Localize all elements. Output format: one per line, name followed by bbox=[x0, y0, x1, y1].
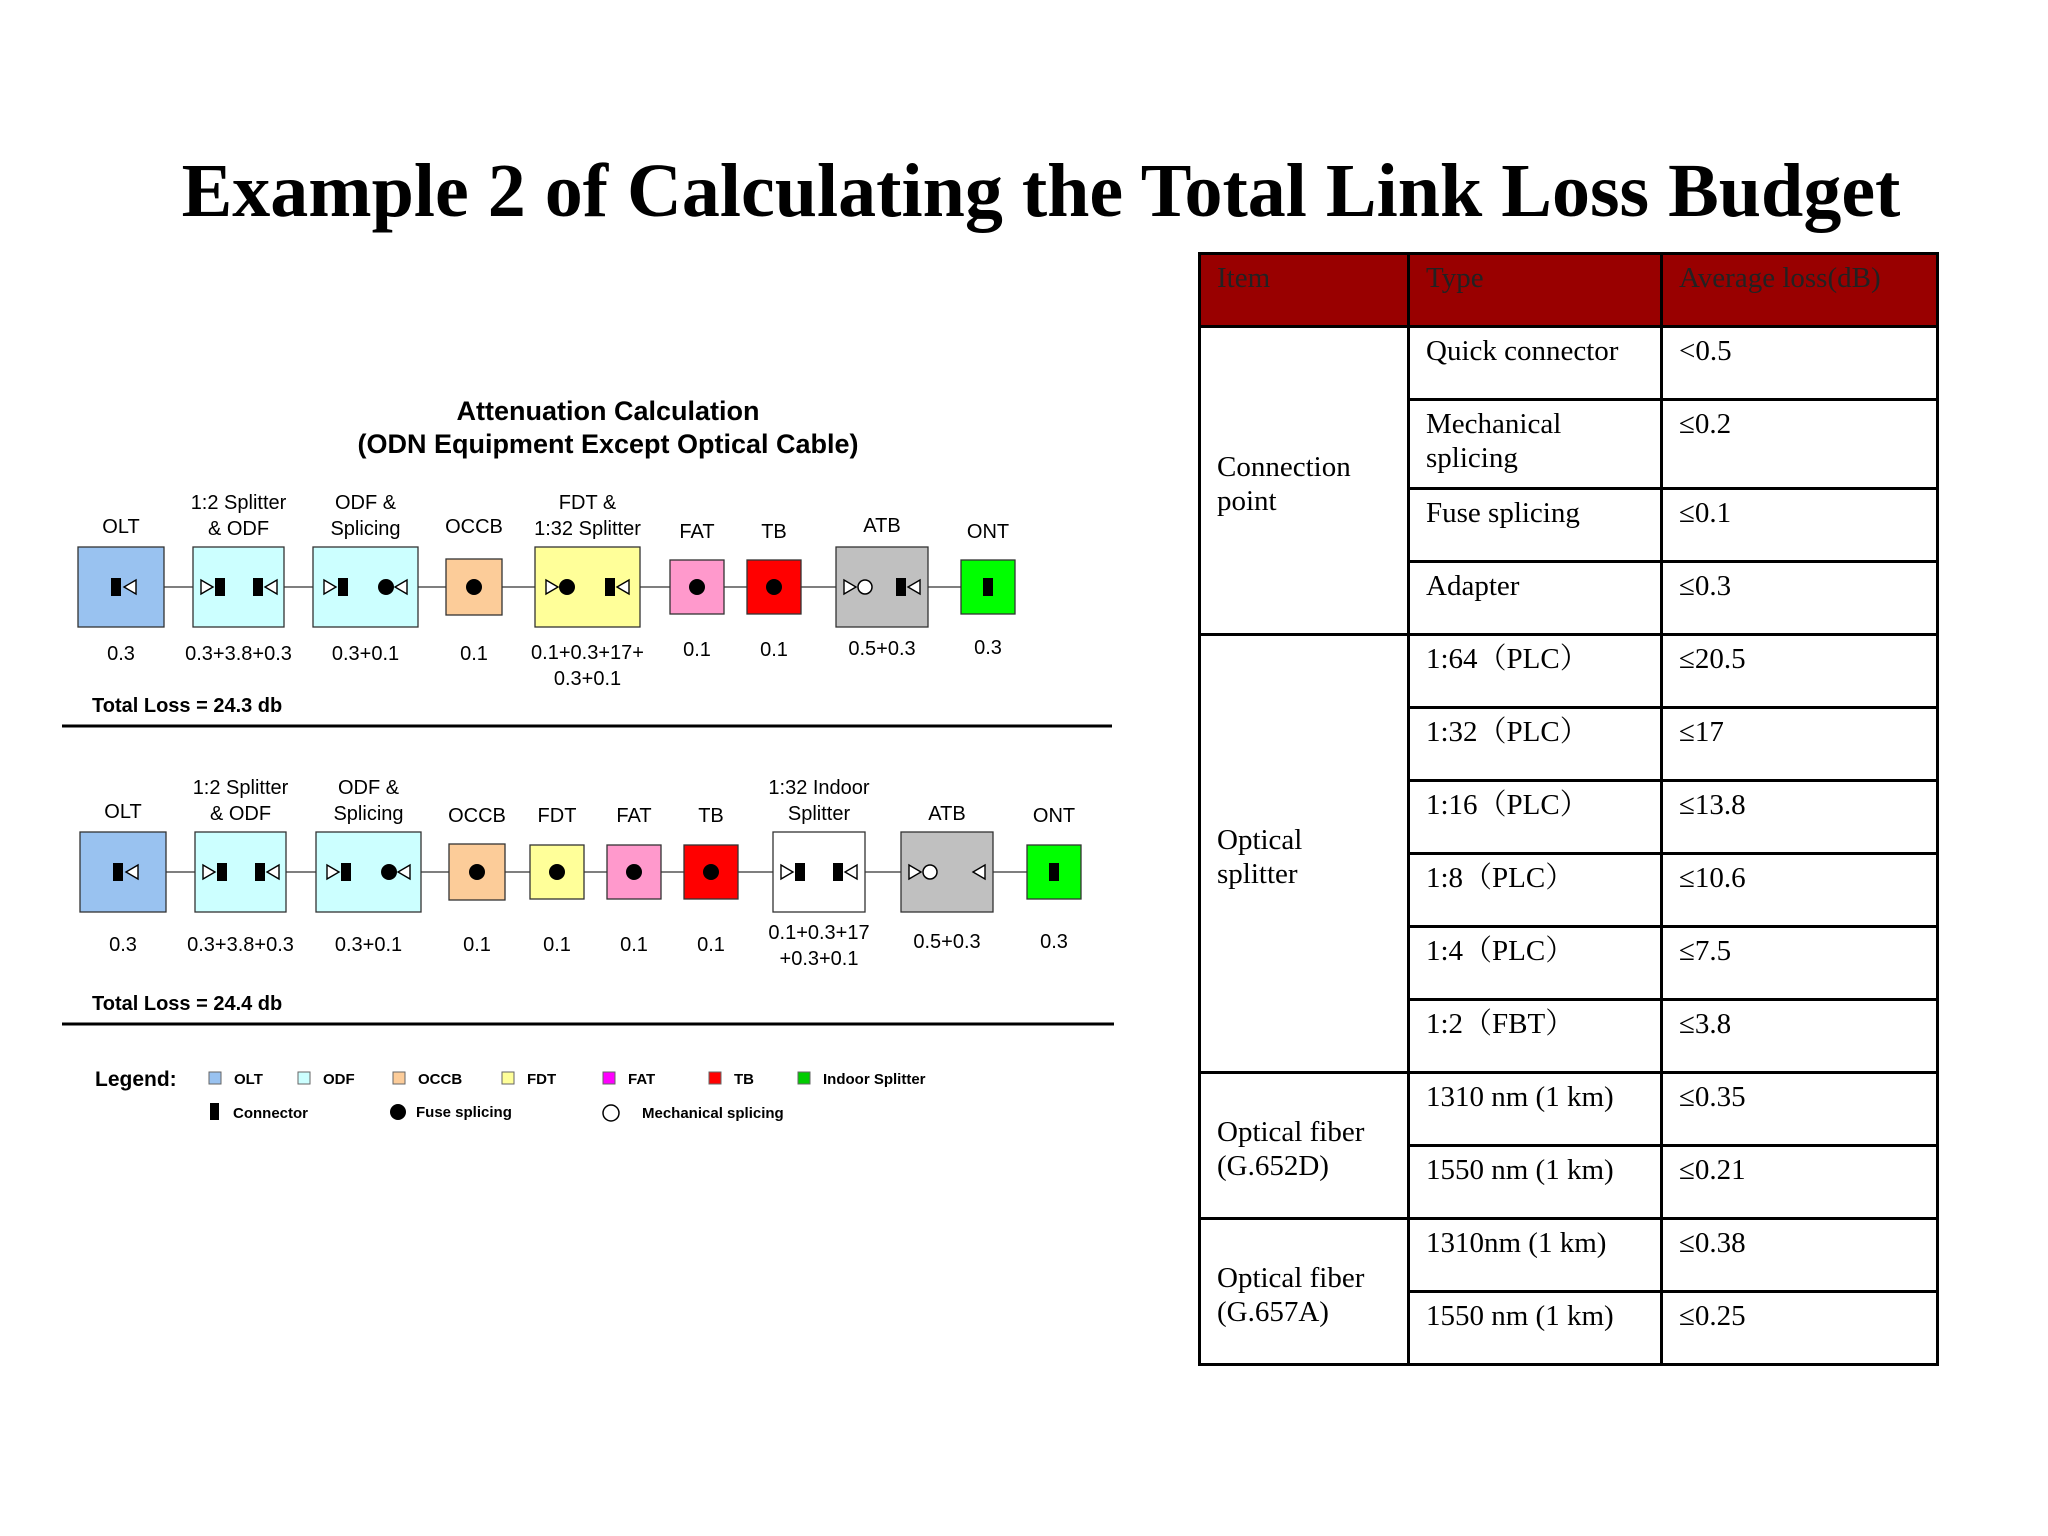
type-text: Adapter bbox=[1426, 570, 1520, 602]
legend-item: FDT bbox=[527, 1071, 557, 1088]
fuse-splicing-icon bbox=[549, 864, 565, 880]
connector-icon bbox=[833, 863, 843, 881]
type-text: Fuse splicing bbox=[1426, 497, 1580, 529]
type-cell bbox=[1409, 927, 1662, 1000]
item-text: Optical fiber bbox=[1217, 1261, 1365, 1294]
type-text: 1310 nm (1 km) bbox=[1426, 1081, 1614, 1113]
node-label: FDT & bbox=[558, 492, 617, 514]
loss-cell: ≤7.5 bbox=[1662, 927, 1938, 1000]
node-label: OCCB bbox=[448, 805, 506, 827]
legend-item: FAT bbox=[628, 1071, 656, 1088]
type-text: Quick connector bbox=[1426, 335, 1619, 367]
node-label: ATB bbox=[928, 803, 966, 825]
node-loss-value: 0.3 bbox=[974, 637, 1002, 659]
attenuation-diagram bbox=[0, 0, 1140, 1160]
legend-item: OCCB bbox=[418, 1071, 463, 1088]
loss-cell: ≤17 bbox=[1662, 708, 1938, 781]
node-label: 1:32 Indoor bbox=[768, 777, 870, 799]
table-row bbox=[1200, 1073, 1938, 1146]
node-loss-value: 0.1 bbox=[697, 934, 725, 956]
fuse-splicing-icon bbox=[381, 864, 397, 880]
fuse-splicing-icon bbox=[378, 579, 394, 595]
legend-swatch bbox=[393, 1072, 405, 1084]
type-text: 1:2（FBT） bbox=[1426, 1008, 1575, 1040]
node-loss-value: 0.5+0.3 bbox=[848, 638, 916, 660]
type-text: 1:8（PLC） bbox=[1426, 862, 1575, 894]
item-cell bbox=[1200, 1073, 1409, 1219]
type-text: 1:16（PLC） bbox=[1426, 789, 1589, 821]
type-cell bbox=[1409, 489, 1662, 562]
connector-icon bbox=[795, 863, 805, 881]
item-text: (G.652D) bbox=[1217, 1149, 1329, 1182]
node-label: 1:2 Splitter bbox=[190, 492, 287, 514]
legend-swatch bbox=[798, 1072, 810, 1084]
fuse-splicing-icon bbox=[559, 579, 575, 595]
node-label: TB bbox=[698, 805, 724, 827]
node-loss-value: 0.3 bbox=[1040, 931, 1068, 953]
item-text: Optical bbox=[1217, 823, 1303, 856]
type-cell bbox=[1409, 562, 1662, 635]
total-loss: Total Loss = 24.3 db bbox=[92, 695, 283, 717]
node-label: & ODF bbox=[207, 518, 270, 540]
legend-item: ODF bbox=[323, 1071, 355, 1088]
legend-swatch bbox=[709, 1072, 721, 1084]
type-cell bbox=[1409, 400, 1662, 489]
page-title: Example 2 of Calculating the Total Link Loss Budget bbox=[181, 149, 1901, 233]
node-loss-value: 0.3+0.1 bbox=[334, 934, 403, 956]
fuse-splicing-icon bbox=[689, 579, 705, 595]
diagram-heading-sub: (ODN Equipment Except Optical Cable) bbox=[357, 429, 859, 459]
legend-swatch bbox=[209, 1072, 221, 1084]
item-text: (G.657A) bbox=[1217, 1295, 1329, 1328]
type-cell bbox=[1409, 781, 1662, 854]
type-text: Mechanical bbox=[1426, 408, 1562, 440]
legend-fuse-icon bbox=[390, 1104, 406, 1120]
type-cell bbox=[1409, 708, 1662, 781]
node-label: & ODF bbox=[209, 803, 272, 825]
legend-symbol-label: Connector bbox=[233, 1105, 308, 1122]
loss-cell: ≤10.6 bbox=[1662, 854, 1938, 927]
fuse-splicing-icon bbox=[626, 864, 642, 880]
legend-mechanical-icon bbox=[603, 1105, 619, 1121]
node-label: OLT bbox=[102, 516, 140, 538]
loss-table bbox=[1198, 252, 1939, 1366]
legend-item: OLT bbox=[234, 1071, 263, 1088]
total-loss: Total Loss = 24.4 db bbox=[92, 993, 283, 1015]
node-label: Splitter bbox=[787, 803, 851, 825]
node-loss-value: 0.3+0.1 bbox=[331, 643, 400, 665]
type-cell bbox=[1409, 854, 1662, 927]
type-cell bbox=[1409, 635, 1662, 708]
node-label: FDT bbox=[537, 805, 577, 827]
node-loss-value: 0.3+0.1 bbox=[553, 668, 622, 690]
connector-icon bbox=[253, 578, 263, 596]
loss-cell: ≤0.1 bbox=[1662, 489, 1938, 562]
type-text: splicing bbox=[1426, 442, 1518, 474]
connector-icon bbox=[341, 863, 351, 881]
item-text: splitter bbox=[1217, 857, 1298, 890]
connector-icon bbox=[605, 578, 615, 596]
node-loss-value: 0.1 bbox=[683, 639, 711, 661]
node-label: TB bbox=[761, 521, 787, 543]
node-loss-value: 0.1 bbox=[620, 934, 648, 956]
fuse-splicing-icon bbox=[703, 864, 719, 880]
loss-cell: ≤3.8 bbox=[1662, 1000, 1938, 1073]
connector-icon bbox=[217, 863, 227, 881]
node-label: FAT bbox=[616, 805, 652, 827]
fuse-splicing-icon bbox=[766, 579, 782, 595]
node-loss-value: 0.1+0.3+17 bbox=[768, 922, 870, 944]
header-type: Type bbox=[1409, 254, 1662, 327]
fuse-splicing-icon bbox=[466, 579, 482, 595]
type-cell bbox=[1409, 1146, 1662, 1219]
legend-connector-icon bbox=[210, 1103, 219, 1120]
table-row bbox=[1200, 327, 1938, 400]
legend-label: Legend: bbox=[95, 1068, 177, 1091]
connector-icon bbox=[896, 578, 906, 596]
table-row bbox=[1200, 635, 1938, 708]
loss-cell: ≤0.2 bbox=[1662, 400, 1938, 489]
node-loss-value: 0.3 bbox=[109, 934, 137, 956]
node-label: ODF & bbox=[337, 777, 400, 799]
type-cell bbox=[1409, 1219, 1662, 1292]
item-cell bbox=[1200, 1219, 1409, 1365]
legend-swatch bbox=[603, 1072, 615, 1084]
connector-icon bbox=[113, 863, 123, 881]
connector-icon bbox=[338, 578, 348, 596]
mechanical-splicing-icon bbox=[858, 580, 872, 594]
item-text: Connection bbox=[1217, 450, 1351, 483]
diagram-heading: Attenuation Calculation bbox=[456, 396, 760, 426]
loss-cell: ≤0.35 bbox=[1662, 1073, 1938, 1146]
type-text: 1:32（PLC） bbox=[1426, 716, 1589, 748]
item-cell bbox=[1200, 327, 1409, 635]
type-cell bbox=[1409, 327, 1662, 400]
type-cell bbox=[1409, 1292, 1662, 1365]
type-text: 1550 nm (1 km) bbox=[1426, 1154, 1614, 1186]
legend-item: TB bbox=[734, 1071, 754, 1088]
node-loss-value: 0.1 bbox=[463, 934, 491, 956]
loss-cell: ≤13.8 bbox=[1662, 781, 1938, 854]
node-loss-value: +0.3+0.1 bbox=[779, 948, 859, 970]
node-loss-value: 0.3 bbox=[107, 643, 135, 665]
loss-cell: ≤20.5 bbox=[1662, 635, 1938, 708]
node-label: Splicing bbox=[333, 803, 404, 825]
type-text: 1310nm (1 km) bbox=[1426, 1227, 1607, 1259]
node-loss-value: 0.1 bbox=[543, 934, 571, 956]
connector-icon bbox=[111, 578, 121, 596]
legend-item: Indoor Splitter bbox=[823, 1071, 926, 1088]
header-item: Item bbox=[1200, 254, 1409, 327]
legend-swatch bbox=[298, 1072, 310, 1084]
type-text: 1:64（PLC） bbox=[1426, 643, 1589, 675]
type-cell bbox=[1409, 1073, 1662, 1146]
node-loss-value: 0.1 bbox=[460, 643, 488, 665]
loss-cell: ≤0.25 bbox=[1662, 1292, 1938, 1365]
mechanical-splicing-icon bbox=[923, 865, 937, 879]
item-text: point bbox=[1217, 484, 1277, 517]
node-loss-value: 0.3+3.8+0.3 bbox=[187, 934, 294, 956]
legend-swatch bbox=[502, 1072, 514, 1084]
node-loss-value: 0.3+3.8+0.3 bbox=[185, 643, 292, 665]
item-cell bbox=[1200, 635, 1409, 1073]
connector-icon bbox=[1049, 863, 1059, 881]
header-loss: Average loss(dB) bbox=[1662, 254, 1938, 327]
table-row bbox=[1200, 1219, 1938, 1292]
node-label: Splicing bbox=[330, 518, 401, 540]
node-label: FAT bbox=[679, 521, 715, 543]
loss-cell: <0.5 bbox=[1662, 327, 1938, 400]
legend-symbol-label: Fuse splicing bbox=[416, 1104, 512, 1121]
type-cell bbox=[1409, 1000, 1662, 1073]
connector-icon bbox=[215, 578, 225, 596]
fuse-splicing-icon bbox=[469, 864, 485, 880]
type-text: 1550 nm (1 km) bbox=[1426, 1300, 1614, 1332]
item-text: Optical fiber bbox=[1217, 1115, 1365, 1148]
table-header-row bbox=[1200, 254, 1938, 327]
node-label: ONT bbox=[1032, 805, 1076, 827]
node-label: 1:2 Splitter bbox=[192, 777, 289, 799]
node-label: ONT bbox=[966, 521, 1010, 543]
node-label: OLT bbox=[104, 801, 142, 823]
loss-cell: ≤0.3 bbox=[1662, 562, 1938, 635]
node-label: 1:32 Splitter bbox=[534, 518, 641, 540]
connector-icon bbox=[255, 863, 265, 881]
legend-symbol-label: Mechanical splicing bbox=[642, 1105, 784, 1122]
node-label: OCCB bbox=[445, 516, 503, 538]
connector-icon bbox=[983, 578, 993, 596]
node-loss-value: 0.5+0.3 bbox=[913, 931, 981, 953]
node-label: ATB bbox=[863, 515, 901, 537]
node-label: ODF & bbox=[334, 492, 397, 514]
type-text: 1:4（PLC） bbox=[1426, 935, 1575, 967]
node-loss-value: 0.1+0.3+17+ bbox=[531, 642, 644, 664]
loss-cell: ≤0.21 bbox=[1662, 1146, 1938, 1219]
node-loss-value: 0.1 bbox=[760, 639, 788, 661]
loss-cell: ≤0.38 bbox=[1662, 1219, 1938, 1292]
